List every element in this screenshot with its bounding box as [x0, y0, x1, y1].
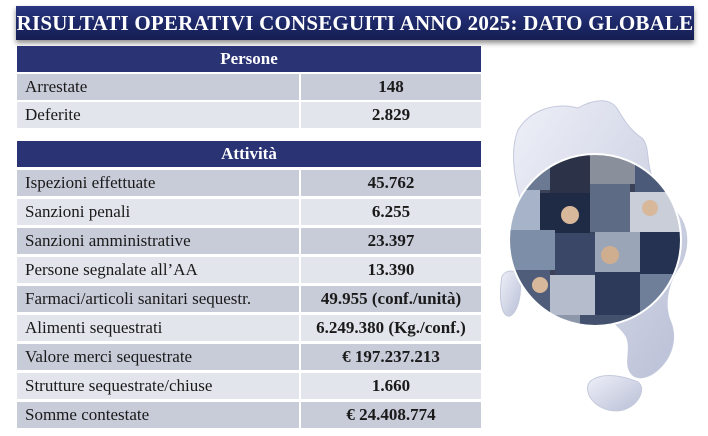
row-value: 1.660 [299, 373, 481, 399]
row-value: 45.762 [299, 170, 481, 196]
table-row [17, 286, 481, 312]
row-label: Sanzioni amministrative [25, 231, 191, 250]
attivita-header: Attività [17, 141, 481, 167]
table-row [17, 199, 481, 225]
row-label: Sanzioni penali [25, 202, 131, 221]
row-value: 2.829 [299, 102, 481, 128]
persone-header: Persone [17, 46, 481, 72]
row-value: € 197.237.213 [299, 344, 481, 370]
row-value: € 24.408.774 [299, 402, 481, 428]
row-value: 6.249.380 (Kg./conf.) [299, 315, 481, 341]
table-row [17, 402, 481, 428]
table-row [17, 257, 481, 283]
row-label: Persone segnalate all’AA [25, 260, 198, 279]
table-row [17, 170, 481, 196]
row-value: 49.955 (conf./unità) [299, 286, 481, 312]
row-label: Arrestate [25, 77, 88, 96]
table-row [17, 344, 481, 370]
italy-map-collage-graphic [500, 80, 700, 430]
slide-title: RISULTATI OPERATIVI CONSEGUITI ANNO 2025: DATO GLOBALE [16, 6, 694, 40]
table-row [17, 315, 481, 341]
row-label: Alimenti sequestrati [25, 318, 163, 337]
table-row [17, 373, 481, 399]
row-label: Strutture sequestrate/chiuse [25, 376, 213, 395]
row-value: 23.397 [299, 228, 481, 254]
row-label: Somme contestate [25, 405, 150, 424]
row-label: Ispezioni effettuate [25, 173, 156, 192]
row-label: Farmaci/articoli sanitari sequestr. [25, 289, 252, 308]
table-row-deferite [17, 102, 481, 128]
row-value: 6.255 [299, 199, 481, 225]
row-value: 13.390 [299, 257, 481, 283]
row-label: Valore merci sequestrate [25, 347, 193, 366]
table-row [17, 228, 481, 254]
row-label: Deferite [25, 105, 81, 124]
table-row-arrestate [17, 74, 481, 100]
row-value: 148 [299, 74, 481, 100]
sicily-shape [588, 376, 642, 411]
